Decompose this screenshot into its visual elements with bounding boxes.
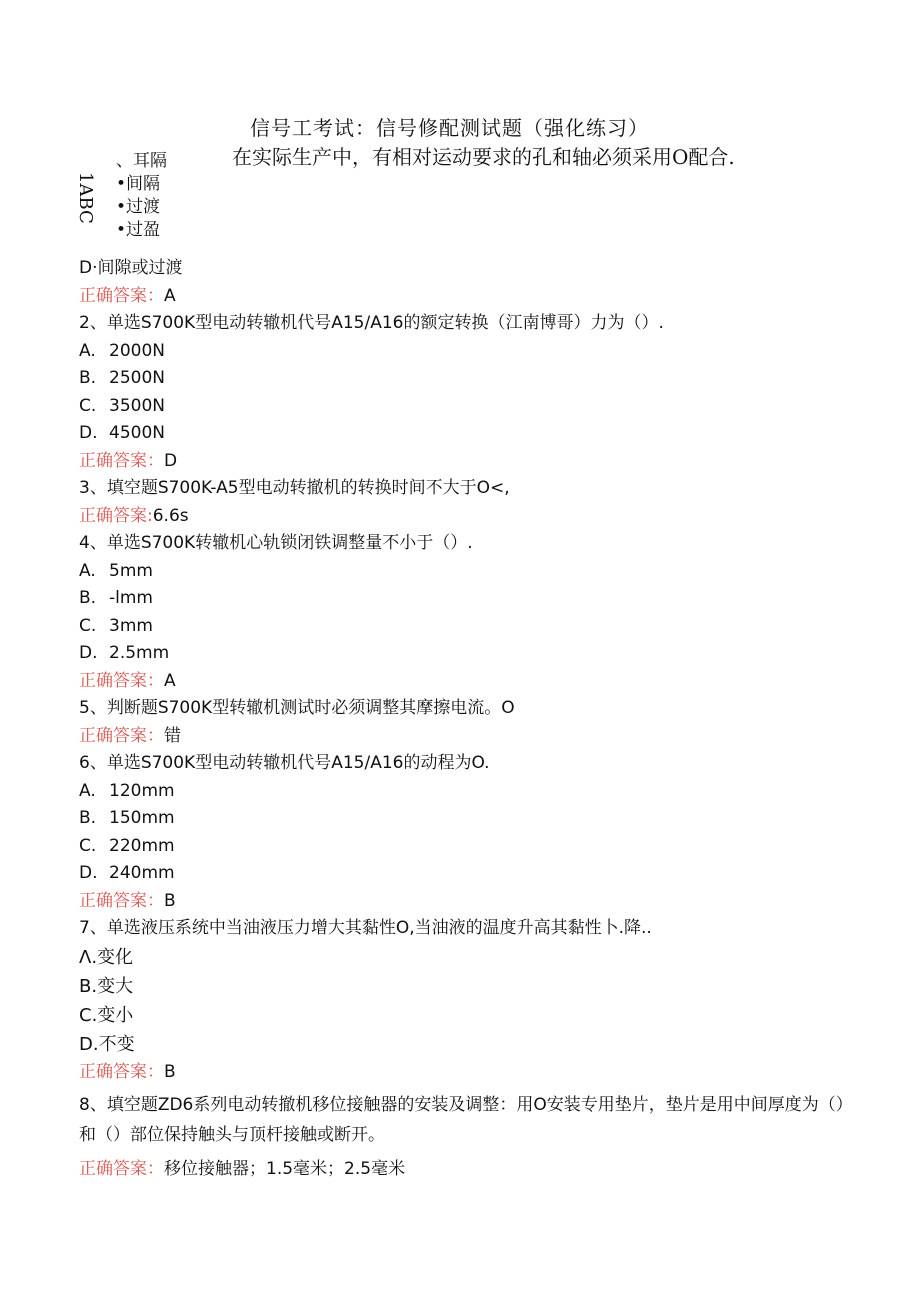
question-6-option-b: B. 150mm	[79, 808, 175, 828]
question-6-option-a: A. 120mm	[79, 780, 175, 801]
question-8-stem: 8、填空题ZD6系列电动转撤机移位接触器的安装及调整：用O安装专用垫片，垫片是用中间厚度为（）和（）部位保持触头与顶杆接触或断开。	[79, 1095, 845, 1145]
question-1-option: 、耳隔	[116, 151, 167, 171]
answer-label: 正确答案：	[79, 670, 164, 691]
question-7-stem: 7、单选液压系统中当油液压力增大其黏性O,当油液的温度升高其黏性卜.降..	[79, 918, 652, 938]
question-1-option: •过盈	[116, 220, 161, 240]
question-2-answer	[79, 448, 849, 476]
question-2-option-c: C. 3500N	[79, 395, 165, 416]
question-1-rotated-label: 1ABC	[75, 172, 96, 224]
question-6-option-d: D. 240mm	[79, 863, 175, 883]
question-5-answer	[79, 723, 849, 751]
question-7-option-b: B.变大	[79, 975, 134, 997]
question-list	[79, 255, 849, 1184]
question-6-option-c: C. 220mm	[79, 835, 175, 856]
question-7-answer	[79, 1059, 849, 1087]
answer-value: B	[164, 1061, 176, 1082]
question-4-stem: 4、单选S700K转辙机心轨锁闭铁调整量不小于（）.	[79, 533, 473, 553]
answer-label: 正确答案：	[79, 725, 164, 746]
answer-value: B	[164, 890, 176, 911]
question-6-answer	[79, 888, 849, 916]
answer-label: 正确答案:	[79, 505, 153, 526]
answer-value: 6.6s	[152, 505, 189, 526]
question-3-answer	[79, 503, 849, 531]
answer-label: 正确答案：	[79, 285, 164, 306]
question-4-option-c: C. 3mm	[79, 615, 153, 636]
answer-label: 正确答案：	[79, 1061, 164, 1082]
question-1-option: •过渡	[116, 197, 161, 217]
question-4-option-b: B. -lmm	[79, 588, 153, 608]
question-3-stem: 3、填空题S700K-A5型电动转撤机的转换时间不大于O<,	[79, 478, 510, 498]
question-7-option-a: Λ.变化	[79, 946, 134, 968]
question-7-option-c: C.变小	[79, 1004, 134, 1026]
question-1-answer	[79, 283, 849, 311]
question-1-stem: 在实际生产中，有相对运动要求的孔和轴必须采用O配合.	[232, 145, 735, 169]
question-1-option: •间隔	[116, 174, 161, 194]
answer-value: A	[164, 670, 176, 691]
question-5-stem: 5、判断题S700K型转辙机测试时必须调整其摩擦电流。O	[79, 698, 515, 718]
page-title: 信号工考试：信号修配测试题（强化练习）	[250, 116, 649, 140]
answer-label: 正确答案：	[79, 1159, 164, 1179]
answer-value: A	[164, 285, 176, 306]
question-4-option-a: A. 5mm	[79, 560, 153, 581]
answer-value: D	[164, 450, 178, 471]
question-7-option-d: D.不变	[79, 1033, 135, 1055]
answer-label: 正确答案：	[79, 450, 164, 471]
question-4-option-d: D. 2.5mm	[79, 643, 170, 663]
answer-value: 移位接触器；1.5毫米；2.5毫米	[164, 1159, 406, 1179]
question-2-option-a: A. 2000N	[79, 340, 165, 361]
question-2-option-b: B. 2500N	[79, 368, 165, 388]
question-2-option-d: D. 4500N	[79, 423, 165, 443]
question-1-options	[116, 150, 167, 242]
answer-label: 正确答案：	[79, 890, 164, 911]
question-4-answer	[79, 668, 849, 696]
question-6-stem: 6、单选S700K型电动转辙机代号A15/A16的动程为O.	[79, 753, 490, 773]
question-1-option-d: D·间隙或过渡	[79, 258, 183, 278]
answer-value: 错	[164, 725, 181, 746]
question-8-answer	[79, 1156, 849, 1184]
question-2-stem: 2、单选S700K型电动转辙机代号A15/A16的额定转换（江南博哥）力为（）.	[79, 313, 664, 333]
